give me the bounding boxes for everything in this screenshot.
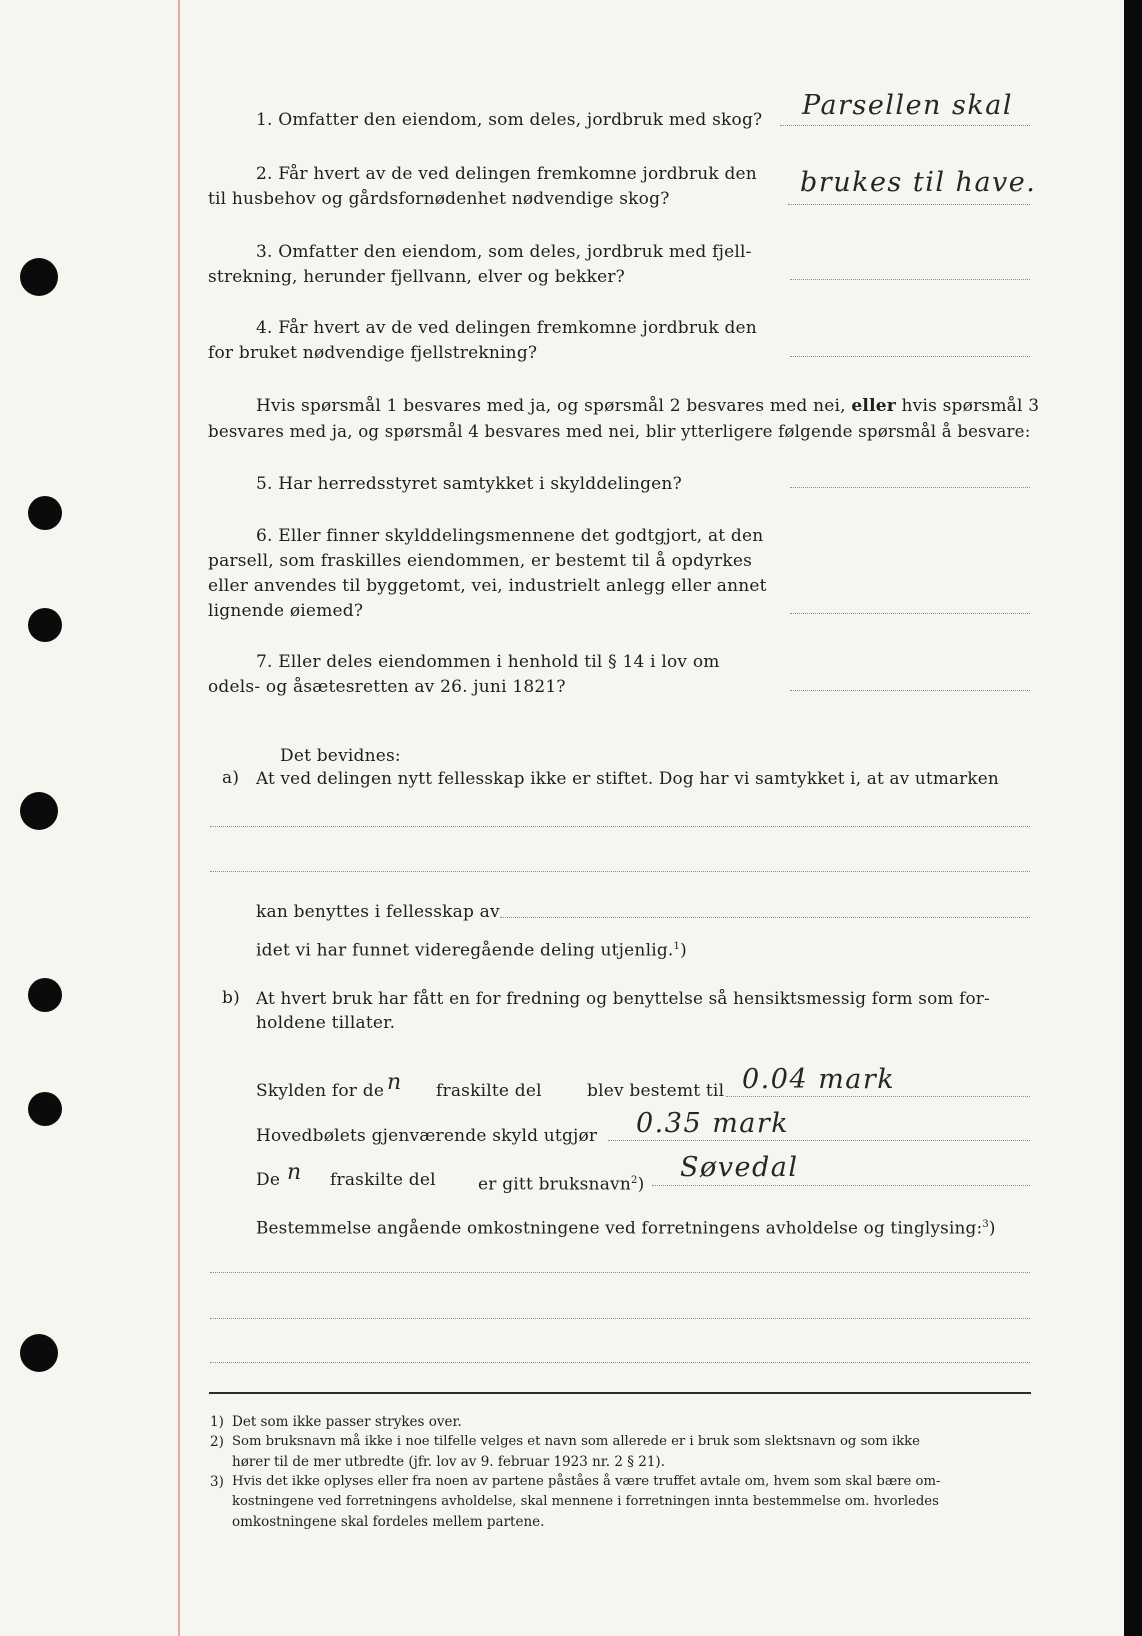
certify-a-label: a) — [222, 768, 240, 788]
footnote-1: Det som ikke passer strykes over. — [232, 1414, 462, 1430]
handwritten-correction: n — [387, 1070, 403, 1095]
answer-line-7 — [790, 690, 1030, 691]
blank-line — [210, 1272, 1030, 1273]
question-5: 5. Har herredsstyret samtykket i skylddelingen? — [256, 474, 682, 494]
skyld-label-a: Skylden for de — [256, 1081, 385, 1101]
answer-line-2 — [788, 204, 1030, 205]
margin-line — [178, 0, 180, 1636]
hovedbol-label: Hovedbølets gjenværende skyld utgjør — [256, 1126, 598, 1146]
footnote-2-mark: 2) — [210, 1434, 224, 1450]
blank-line — [210, 1318, 1030, 1319]
footnote-2-line-2: hører til de mer utbredte (jfr. lov av 9. februar 1923 nr. 2 § 21). — [232, 1454, 665, 1470]
skyld-line — [726, 1096, 1030, 1097]
punch-hole — [28, 1092, 62, 1126]
question-6-line-2: parsell, som fraskilles eiendommen, er bestemt til å opdyrkes — [208, 551, 753, 571]
further-division-label: idet vi har funnet videregående deling utjenlig. — [256, 940, 674, 961]
question-6-line-4: lignende øiemed? — [208, 601, 364, 621]
instruction-text: hvis spørsmål 3 — [901, 396, 1040, 416]
hovedbol-line — [608, 1140, 1030, 1141]
footnote-ref-close: ) — [637, 1174, 645, 1195]
footnote-3-line-1: Hvis det ikke oplyses eller fra noen av partene påståes å være truffet avtale om, hvem som skal bære om- — [232, 1474, 941, 1489]
handwritten-bruksnavn: Søvedal — [680, 1152, 799, 1183]
bruksnavn-label-b: fraskilte del — [330, 1170, 436, 1190]
instruction-line-2: besvares med ja, og spørsmål 4 besvares med nei, blir ytterligere følgende spørsmål å besvare: — [208, 422, 1031, 441]
shared-use-line — [500, 917, 1030, 918]
instruction-line-1 — [256, 394, 1039, 419]
instruction-text: Hvis spørsmål 1 besvares med ja, og spørsmål 2 besvares med nei, — [256, 396, 846, 416]
bruksnavn-label-text: er gitt bruksnavn — [478, 1174, 631, 1195]
handwritten-correction: n — [287, 1160, 303, 1185]
certify-b-line-1: At hvert bruk har fått en for fredning og benyttelse så hensiktsmessig form som for- — [256, 988, 990, 1008]
costs-label-text: Bestemmelse angående omkostningene ved forretningens avholdelse og tinglysing: — [256, 1217, 983, 1238]
footnote-ref: 1 — [673, 941, 681, 952]
punch-hole — [20, 258, 58, 296]
answer-line-1 — [780, 125, 1030, 126]
question-6-line-3: eller anvendes til byggetomt, vei, industrielt anlegg eller annet — [208, 576, 767, 596]
costs-label — [256, 1212, 996, 1241]
answer-line-6 — [790, 613, 1030, 614]
punch-hole — [20, 1334, 58, 1372]
punch-hole — [28, 496, 62, 530]
footnote-2-line-1: Som bruksnavn må ikke i noe tilfelle velges et navn som allerede er i bruk som slektsnavn og som ikke — [232, 1434, 920, 1449]
question-2-line-1: 2. Får hvert av de ved delingen fremkomne jordbruk den — [256, 164, 757, 184]
punch-hole — [28, 608, 62, 642]
certify-heading: Det bevidnes: — [280, 746, 401, 766]
instruction-emphasis: eller — [851, 396, 896, 416]
question-6-line-1: 6. Eller finner skylddelingsmennene det godtgjort, at den — [256, 526, 764, 546]
question-4-line-2: for bruket nødvendige fjellstrekning? — [208, 343, 538, 363]
footnote-divider — [209, 1392, 1031, 1394]
question-3-line-1: 3. Omfatter den eiendom, som deles, jordbruk med fjell- — [256, 242, 752, 262]
handwritten-answer-2: brukes til have. — [800, 167, 1037, 198]
certify-a-text: At ved delingen nytt fellesskap ikke er stiftet. Dog har vi samtykket i, at av utmarken — [256, 768, 999, 788]
question-7-line-2: odels- og åsætesretten av 26. juni 1821? — [208, 677, 566, 697]
handwritten-skyld-value: 0.04 mark — [742, 1064, 896, 1095]
footnote-3-line-3: omkostningene skal fordeles mellem partene. — [232, 1514, 545, 1530]
question-2-line-2: til husbehov og gårdsfornødenhet nødvendige skog? — [208, 189, 670, 209]
blank-line — [210, 1362, 1030, 1363]
skyld-label-c: blev bestemt til — [587, 1081, 725, 1101]
footnote-ref-close: ) — [680, 940, 687, 961]
punch-hole — [20, 792, 58, 830]
footnote-ref-close: ) — [988, 1217, 996, 1238]
question-3-line-2: strekning, herunder fjellvann, elver og bekker? — [208, 267, 625, 287]
footnote-3-line-2: kostningene ved forretningens avholdelse, skal mennene i forretningen innta bestemmelse om. hvorledes — [232, 1494, 939, 1509]
answer-line-4 — [790, 356, 1030, 357]
footnote-ref: 3 — [982, 1219, 989, 1230]
question-4-line-1: 4. Får hvert av de ved delingen fremkomne jordbruk den — [256, 318, 757, 338]
question-7-line-1: 7. Eller deles eiendommen i henhold til § 14 i lov om — [256, 652, 720, 672]
question-1: 1. Omfatter den eiendom, som deles, jordbruk med skog? — [256, 110, 763, 130]
skyld-label-b: fraskilte del — [436, 1081, 542, 1101]
footnote-ref: 2 — [631, 1175, 638, 1186]
answer-line-3 — [790, 279, 1030, 280]
bruksnavn-line — [652, 1185, 1030, 1186]
footnote-1-mark: 1) — [210, 1414, 224, 1430]
handwritten-answer-1: Parsellen skal — [802, 90, 1013, 121]
handwritten-hovedbol-value: 0.35 mark — [636, 1108, 790, 1139]
punch-hole — [28, 978, 62, 1012]
bruksnavn-label-c — [478, 1168, 644, 1198]
blank-line — [210, 826, 1030, 827]
certify-b-line-2: holdene tillater. — [256, 1013, 396, 1033]
further-division-text — [256, 934, 687, 964]
shared-use-label: kan benyttes i fellesskap av — [256, 902, 500, 922]
certify-b-label: b) — [222, 988, 240, 1008]
answer-line-5 — [790, 487, 1030, 488]
bruksnavn-label-a: De — [256, 1170, 281, 1190]
footnote-3-mark: 3) — [210, 1474, 224, 1490]
blank-line — [210, 871, 1030, 872]
